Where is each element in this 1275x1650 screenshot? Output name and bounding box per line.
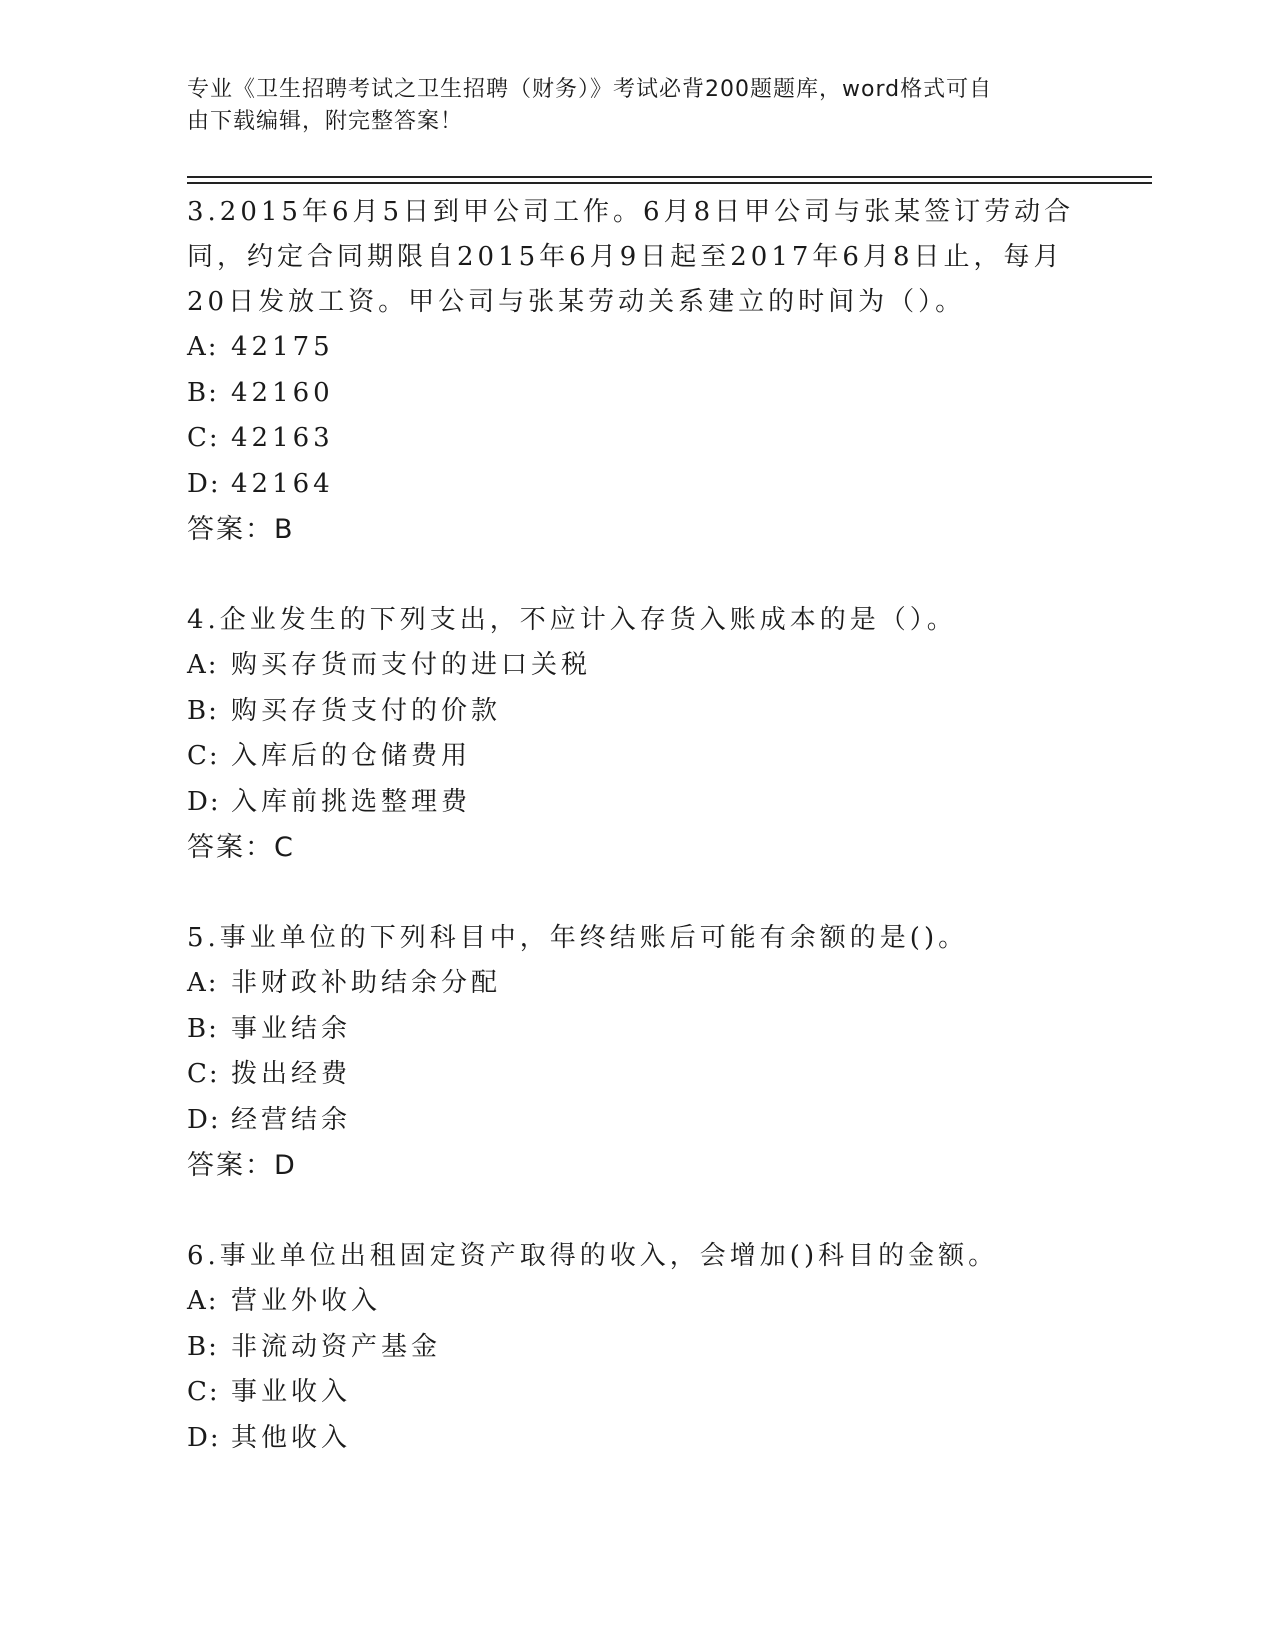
option-b — [187, 1007, 1087, 1053]
option-b — [187, 371, 1087, 417]
option-text: 42164 — [231, 468, 334, 499]
option-a — [187, 325, 1087, 371]
option-text: 购买存货而支付的进口关税 — [231, 650, 592, 680]
header-title-line-2: 由下载编辑，附完整答案！ — [187, 109, 464, 134]
option-a — [187, 961, 1087, 1007]
option-key: C: — [187, 423, 220, 453]
option-c — [187, 1370, 1087, 1416]
option-text: 购买存货支付的价款 — [231, 695, 502, 726]
option-key: D: — [187, 1422, 221, 1453]
option-text: 入库前挑选整理费 — [231, 786, 472, 817]
option-key: D: — [187, 468, 221, 499]
option-key: A: — [187, 968, 219, 998]
option-text: 事业结余 — [231, 1013, 352, 1044]
option-c — [187, 734, 1087, 780]
option-key: C: — [187, 741, 220, 771]
option-text: 入库后的仓储费用 — [231, 741, 472, 771]
option-d — [187, 780, 1087, 826]
option-b — [187, 1325, 1087, 1371]
document-header — [187, 74, 1077, 138]
option-text: 经营结余 — [231, 1104, 352, 1135]
option-key: C: — [187, 1377, 220, 1407]
question-text-line: 同，约定合同期限自2015年6月9日起至2017年6月8日止，每月 — [187, 242, 1064, 272]
option-d — [187, 1416, 1087, 1462]
question-5 — [187, 916, 1087, 1188]
question-3 — [187, 190, 1087, 552]
answer-line: 答案：C — [187, 832, 295, 863]
option-text: 事业收入 — [231, 1377, 352, 1407]
question-6 — [187, 1234, 1087, 1461]
option-key: B: — [187, 695, 219, 726]
header-divider-top — [187, 176, 1152, 178]
option-key: B: — [187, 1013, 219, 1044]
question-text-line: 20日发放工资。甲公司与张某劳动关系建立的时间为（）。 — [187, 287, 966, 317]
question-list — [187, 190, 1087, 1507]
option-text: 非流动资产基金 — [231, 1331, 442, 1362]
option-key: A: — [187, 332, 219, 362]
option-c — [187, 416, 1087, 462]
option-text: 42163 — [231, 423, 334, 453]
header-divider-bottom — [187, 182, 1152, 184]
option-key: B: — [187, 1331, 219, 1362]
option-key: B: — [187, 377, 219, 408]
option-d — [187, 462, 1087, 508]
option-text: 营业外收入 — [231, 1286, 382, 1316]
answer-line: 答案：D — [187, 1150, 297, 1181]
question-text-line: 6.事业单位出租固定资产取得的收入，会增加()科目的金额。 — [187, 1241, 999, 1271]
option-text: 拨出经费 — [231, 1059, 352, 1089]
question-text-line: 3.2015年6月5日到甲公司工作。6月8日甲公司与张某签订劳动合 — [187, 197, 1075, 227]
option-key: A: — [187, 650, 219, 680]
option-a — [187, 1279, 1087, 1325]
option-key: A: — [187, 1286, 219, 1316]
option-text: 42175 — [231, 332, 334, 362]
option-b — [187, 689, 1087, 735]
question-4 — [187, 598, 1087, 870]
header-title-line-1: 专业《卫生招聘考试之卫生招聘（财务）》考试必背200题题库，word格式可自 — [187, 77, 993, 102]
option-key: D: — [187, 1104, 221, 1135]
option-text: 42160 — [231, 377, 334, 408]
option-key: D: — [187, 786, 221, 817]
answer-line: 答案：B — [187, 514, 295, 545]
question-text-line: 5.事业单位的下列科目中，年终结账后可能有余额的是()。 — [187, 923, 969, 953]
option-key: C: — [187, 1059, 220, 1089]
option-a — [187, 643, 1087, 689]
question-text-line: 4.企业发生的下列支出，不应计入存货入账成本的是（）。 — [187, 605, 957, 635]
option-text: 其他收入 — [231, 1422, 352, 1453]
option-c — [187, 1052, 1087, 1098]
option-text: 非财政补助结余分配 — [231, 968, 502, 998]
option-d — [187, 1098, 1087, 1144]
